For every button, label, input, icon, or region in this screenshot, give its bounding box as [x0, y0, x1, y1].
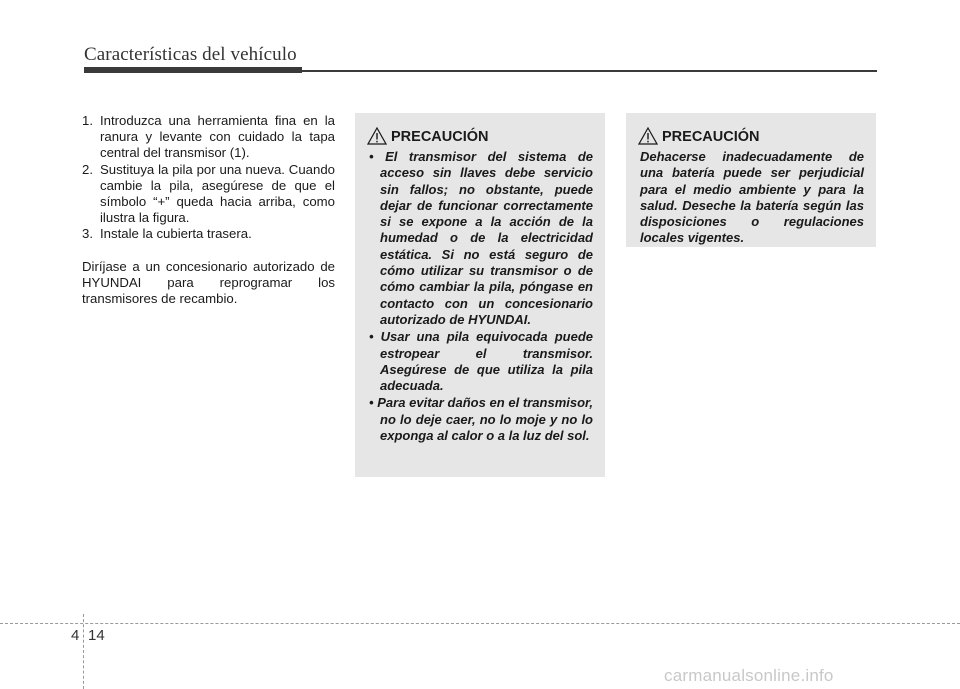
step-text: Introduzca una herramienta fina en la ranura y levante con cuidado la tapa central del transmisor (1). [100, 113, 335, 161]
caution-box-transmitter [355, 113, 605, 477]
watermark: carmanualsonline.info [664, 666, 834, 685]
chapter-number: 4 [71, 627, 80, 644]
page-number: 14 [88, 627, 105, 644]
list-item [82, 226, 335, 242]
header-rule-thick [84, 67, 302, 73]
step-number: 3. [82, 226, 93, 242]
page-title: Características del vehículo [84, 44, 297, 65]
warning-triangle-icon [638, 127, 658, 145]
footer-divider [83, 614, 84, 689]
list-item: • Para evitar daños en el transmisor, no lo deje caer, no lo moje y no lo exponga al calor o a la luz del sol. [369, 395, 593, 444]
step-text: Instale la cubierta trasera. [100, 226, 252, 242]
step-number: 2. [82, 161, 93, 177]
reprogram-note: Diríjase a un concesionario autorizado de HYUNDAI para reprogramar los transmisores de recambio. [82, 258, 335, 307]
header-rule-thin [302, 70, 877, 72]
caution-list [369, 149, 593, 444]
steps-list [82, 113, 335, 243]
footer-rule [0, 623, 960, 624]
step-text: Sustituya la pila por una nueva. Cuando cambie la pila, asegúrese de que el símbolo “+” queda hacia arriba, como ilustra la figura. [100, 161, 335, 226]
caution-header [369, 125, 593, 145]
list-item [82, 162, 335, 227]
list-item: • Usar una pila equivocada puede estropear el transmisor. Asegúrese de que utiliza la pila adecuada. [369, 329, 593, 394]
caution-title: PRECAUCIÓN [391, 129, 489, 145]
list-item [82, 113, 335, 162]
caution-header [640, 125, 864, 145]
warning-triangle-icon [367, 127, 387, 145]
caution-box-battery-disposal [626, 113, 876, 247]
caution-title: PRECAUCIÓN [662, 129, 760, 145]
instructions-column [82, 113, 335, 307]
list-item: • El transmisor del sistema de acceso sin llaves debe servicio sin fallos; no obstante, puede dejar de funcionar correctamente si se expone a la acción de la humedad o de la electricidad estática. Si no está seguro de cómo utilizar su transmisor o de cómo cambiar la pila, póngase en contacto con un concesionario autorizado de HYUNDAI. [369, 149, 593, 327]
caution-text: Dehacerse inadecuadamente de una batería puede ser perjudicial para el medio ambiente y para la salud. Deseche la batería según las disposiciones o regulaciones locales vigentes. [640, 149, 864, 246]
step-number: 1. [82, 113, 93, 128]
